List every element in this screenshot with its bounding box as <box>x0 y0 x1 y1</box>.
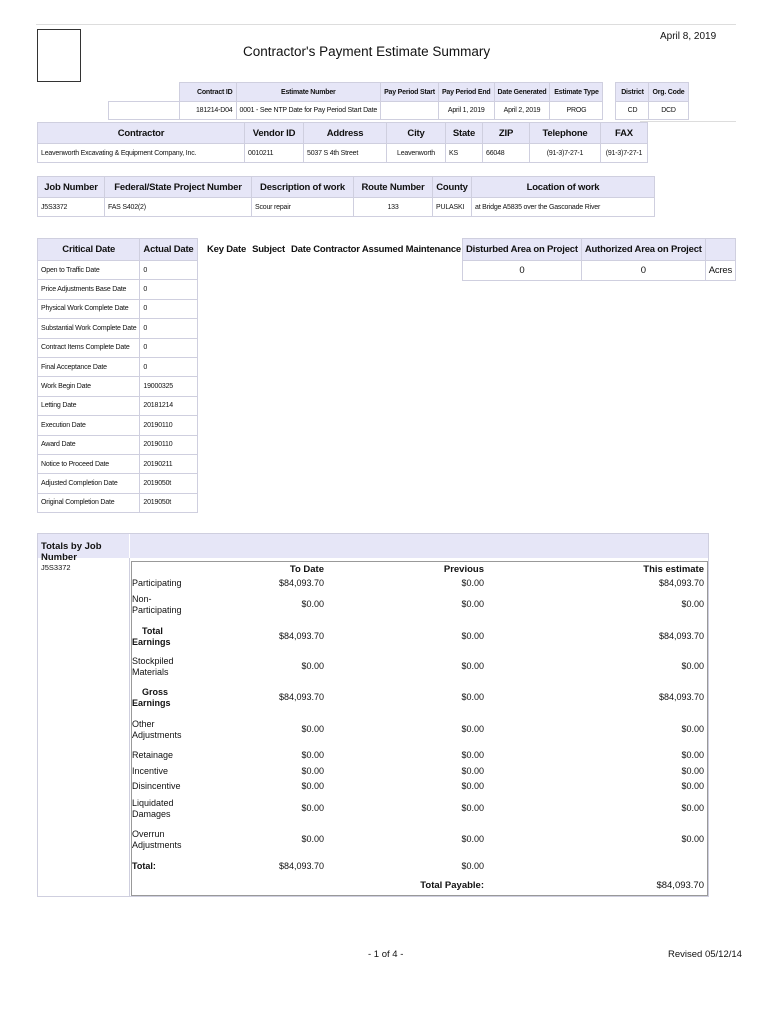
critical-date-row <box>38 261 198 280</box>
county-header: County <box>433 177 472 198</box>
totals-title-cell <box>38 534 130 563</box>
actual-date-header: Actual Date <box>140 239 197 261</box>
actual-date-value: 2019050t <box>140 474 197 493</box>
critical-date-label: Original Completion Date <box>38 493 140 512</box>
actual-date-value: 19000325 <box>140 377 197 396</box>
critical-date-label: Award Date <box>38 435 140 454</box>
critical-dates-table <box>37 238 198 513</box>
zip-value: 66048 <box>483 144 530 163</box>
top-rule <box>36 24 736 25</box>
actual-date-value: 20190110 <box>140 435 197 454</box>
location-header: Location of work <box>472 177 655 198</box>
date-generated-header: Date Generated <box>494 83 550 102</box>
actual-date-value: 20190211 <box>140 454 197 473</box>
totals-previous-value: $0.00 <box>461 861 484 871</box>
pay-period-end-value: April 1, 2019 <box>438 102 494 120</box>
route-number-value: 133 <box>354 198 433 217</box>
critical-date-header: Critical Date <box>38 239 140 261</box>
report-date: April 8, 2019 <box>660 31 717 42</box>
actual-date-value: 0 <box>140 319 197 338</box>
totals-to-date-value: $0.00 <box>301 834 324 844</box>
key-dates-table <box>204 238 464 260</box>
totals-to-date-value: $0.00 <box>301 781 324 791</box>
org-code-header: Org. Code <box>649 83 688 102</box>
totals-to-date-value: $84,093.70 <box>278 631 324 641</box>
totals-row-label: Total: <box>132 861 156 871</box>
totals-row-label: Stockpiled Materials <box>132 656 174 677</box>
address-header: Address <box>304 123 387 144</box>
totals-to-date-value: $0.00 <box>301 766 324 776</box>
maintenance-header: Date Contractor Assumed Maintenance <box>290 243 462 255</box>
page-title: Contractor's Payment Estimate Summary <box>243 44 491 59</box>
project-number-header: Federal/State Project Number <box>105 177 252 198</box>
critical-date-row <box>38 319 198 338</box>
description-header: Description of work <box>252 177 354 198</box>
critical-date-row <box>38 474 198 493</box>
totals-this-value: $0.00 <box>681 766 704 776</box>
totals-previous-value: $0.00 <box>461 766 484 776</box>
critical-date-row <box>38 280 198 299</box>
critical-date-label: Letting Date <box>38 396 140 415</box>
city-header: City <box>387 123 446 144</box>
authorized-area-value: 0 <box>581 261 705 281</box>
critical-date-label: Notice to Proceed Date <box>38 454 140 473</box>
estimate-type-value: PROG <box>550 102 603 120</box>
pay-period-start-header: Pay Period Start <box>381 83 439 102</box>
totals-this-value: $0.00 <box>681 803 704 813</box>
col-to-date-header: To Date <box>289 564 324 575</box>
pay-period-start-value <box>381 102 439 120</box>
totals-to-date-value: $0.00 <box>301 661 324 671</box>
totals-inner-box <box>131 561 708 896</box>
totals-job-number: J5S3372 <box>41 563 71 572</box>
totals-previous-value: $0.00 <box>461 781 484 791</box>
job-table <box>37 176 655 217</box>
totals-title: Totals by Job Number <box>41 541 102 563</box>
critical-date-row <box>38 416 198 435</box>
critical-date-label: Open to Traffic Date <box>38 261 140 280</box>
actual-date-value: 0 <box>140 338 197 357</box>
critical-date-label: Final Acceptance Date <box>38 357 140 376</box>
critical-date-row <box>38 377 198 396</box>
critical-date-row <box>38 299 198 318</box>
fax-value: (91-3)7-27-1 <box>601 144 648 163</box>
logo-placeholder-box <box>37 29 81 82</box>
actual-date-value: 2019050t <box>140 493 197 512</box>
totals-to-date-value: $0.00 <box>301 599 324 609</box>
totals-this-value: $84,093.70 <box>658 578 704 588</box>
contractor-header: Contractor <box>38 123 245 144</box>
telephone-value: (91-3)7-27-1 <box>530 144 601 163</box>
totals-header-bar <box>38 534 708 558</box>
vendor-id-header: Vendor ID <box>245 123 304 144</box>
actual-date-value: 0 <box>140 299 197 318</box>
city-value: Leavenworth <box>387 144 446 163</box>
totals-row-label: Liquidated Damages <box>132 798 174 819</box>
project-number-value: FAS S402(2) <box>105 198 252 217</box>
totals-this-value: $0.00 <box>681 834 704 844</box>
zip-header: ZIP <box>483 123 530 144</box>
totals-row-label: Participating <box>132 578 182 588</box>
totals-row-label: Disincentive <box>132 781 181 791</box>
totals-to-date-value: $0.00 <box>301 750 324 760</box>
totals-previous-value: $0.00 <box>461 578 484 588</box>
col-this-estimate-header: This estimate <box>643 564 704 575</box>
total-payable-value: $84,093.70 <box>656 880 704 891</box>
contract-table <box>108 82 689 120</box>
job-number-header: Job Number <box>38 177 105 198</box>
district-value: CD <box>616 102 649 120</box>
totals-row-label: Gross Earnings <box>132 687 171 708</box>
totals-previous-value: $0.00 <box>461 803 484 813</box>
actual-date-value: 0 <box>140 261 197 280</box>
critical-date-row <box>38 338 198 357</box>
district-header: District <box>616 83 649 102</box>
contractor-table <box>37 122 648 163</box>
totals-this-value: $0.00 <box>681 781 704 791</box>
fax-header: FAX <box>601 123 648 144</box>
critical-date-label: Substantial Work Complete Date <box>38 319 140 338</box>
contract-id-value: 181214-D04 <box>179 102 236 120</box>
org-code-value: DCD <box>649 102 688 120</box>
area-table <box>462 238 736 281</box>
totals-this-value: $84,093.70 <box>658 631 704 641</box>
totals-this-value: $0.00 <box>681 661 704 671</box>
critical-date-label: Work Begin Date <box>38 377 140 396</box>
estimate-number-value: 0001 - See NTP Date for Pay Period Start Date <box>236 102 381 120</box>
page-number: - 1 of 4 - <box>368 949 404 960</box>
totals-this-value: $0.00 <box>681 750 704 760</box>
totals-to-date-value: $0.00 <box>301 724 324 734</box>
critical-date-row <box>38 357 198 376</box>
totals-previous-value: $0.00 <box>461 834 484 844</box>
vendor-id-value: 0010211 <box>245 144 304 163</box>
description-value: Scour repair <box>252 198 354 217</box>
actual-date-value: 20190110 <box>140 416 197 435</box>
totals-previous-value: $0.00 <box>461 599 484 609</box>
location-value: at Bridge A5835 over the Gasconade River <box>472 198 655 217</box>
right-rule <box>640 121 736 122</box>
subject-header: Subject <box>252 243 285 255</box>
totals-row-label: Non- Participating <box>132 594 182 615</box>
state-value: KS <box>446 144 483 163</box>
totals-to-date-value: $84,093.70 <box>278 861 324 871</box>
critical-date-row <box>38 435 198 454</box>
totals-row-label: Total Earnings <box>132 626 171 647</box>
contract-id-header: Contract ID <box>179 83 236 102</box>
pay-period-end-header: Pay Period End <box>438 83 494 102</box>
totals-row-label: Other Adjustments <box>132 719 182 740</box>
estimate-number-header: Estimate Number <box>236 83 381 102</box>
totals-to-date-value: $0.00 <box>301 803 324 813</box>
critical-date-row <box>38 396 198 415</box>
totals-previous-value: $0.00 <box>461 661 484 671</box>
key-date-header: Key Date <box>207 243 247 255</box>
critical-date-row <box>38 454 198 473</box>
totals-section <box>37 533 709 897</box>
totals-job-column <box>38 558 130 896</box>
state-header: State <box>446 123 483 144</box>
telephone-header: Telephone <box>530 123 601 144</box>
totals-row-label: Retainage <box>132 750 174 760</box>
totals-this-value: $0.00 <box>681 599 704 609</box>
route-number-header: Route Number <box>354 177 433 198</box>
totals-to-date-value: $84,093.70 <box>278 692 324 702</box>
totals-row-label: Overrun Adjustments <box>132 829 182 850</box>
totals-this-value: $84,093.70 <box>658 692 704 702</box>
totals-previous-value: $0.00 <box>461 631 484 641</box>
job-number-value: J5S3372 <box>38 198 105 217</box>
address-value: 5037 S 4th Street <box>304 144 387 163</box>
county-value: PULASKI <box>433 198 472 217</box>
disturbed-area-value: 0 <box>463 261 582 281</box>
estimate-type-header: Estimate Type <box>550 83 603 102</box>
critical-date-row <box>38 493 198 512</box>
authorized-area-header: Authorized Area on Project <box>581 239 705 261</box>
critical-date-label: Execution Date <box>38 416 140 435</box>
contractor-name: Leavenworth Excavating & Equipment Company, Inc. <box>38 144 245 163</box>
critical-date-label: Adjusted Completion Date <box>38 474 140 493</box>
totals-this-value: $0.00 <box>681 724 704 734</box>
critical-date-label: Physical Work Complete Date <box>38 299 140 318</box>
totals-previous-value: $0.00 <box>461 692 484 702</box>
actual-date-value: 0 <box>140 280 197 299</box>
date-generated-value: April 2, 2019 <box>494 102 550 120</box>
area-unit: Acres <box>705 261 735 281</box>
totals-previous-value: $0.00 <box>461 750 484 760</box>
actual-date-value: 20181214 <box>140 396 197 415</box>
totals-to-date-value: $84,093.70 <box>278 578 324 588</box>
actual-date-value: 0 <box>140 357 197 376</box>
critical-date-label: Contract Items Complete Date <box>38 338 140 357</box>
col-previous-header: Previous <box>443 564 484 575</box>
disturbed-area-header: Disturbed Area on Project <box>463 239 582 261</box>
revised-date: Revised 05/12/14 <box>668 949 742 960</box>
totals-row-label: Incentive <box>132 766 169 776</box>
total-payable-label: Total Payable: <box>420 880 484 891</box>
critical-date-label: Price Adjustments Base Date <box>38 280 140 299</box>
totals-previous-value: $0.00 <box>461 724 484 734</box>
